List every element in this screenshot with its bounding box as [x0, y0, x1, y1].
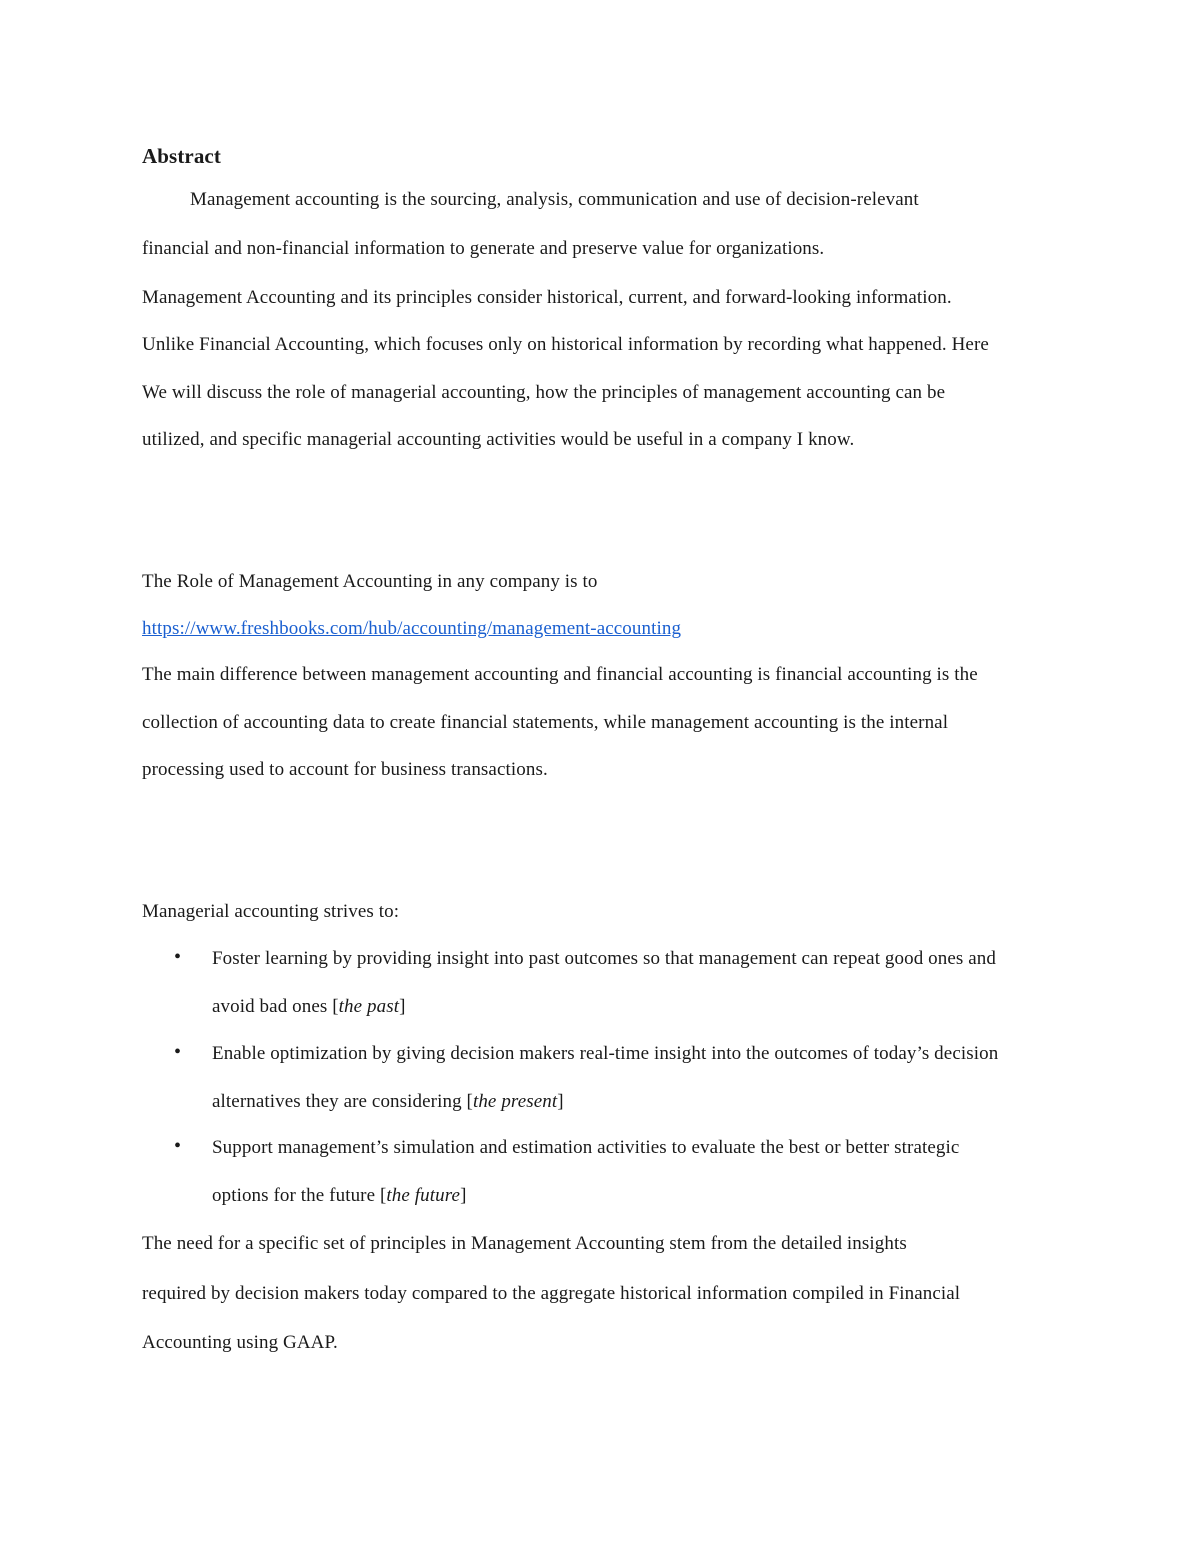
abstract-line-5: We will discuss the role of managerial accounting, how the principles of management accounting can be: [142, 382, 946, 403]
bullet-icon: •: [174, 1041, 182, 1063]
bullet-2-close: ]: [557, 1091, 564, 1112]
bullet-2-line-2: [212, 1090, 564, 1114]
role-line-3: processing used to account for business transactions.: [142, 759, 548, 780]
strives-intro: Managerial accounting strives to:: [142, 901, 400, 922]
bullet-1-emphasis: the past: [338, 996, 400, 1017]
bullet-3-text: options for the future [: [212, 1185, 387, 1206]
bullet-2-text: alternatives they are considering [: [212, 1091, 473, 1112]
abstract-line-6: utilized, and specific managerial accounting activities would be useful in a company I know.: [142, 429, 855, 450]
bullet-1-text: avoid bad ones [: [212, 996, 339, 1017]
bullet-icon: •: [174, 1135, 182, 1157]
bullet-2-line-1: Enable optimization by giving decision makers real-time insight into the outcomes of today’s decision: [212, 1043, 999, 1064]
bullet-1-line-2: [212, 995, 406, 1019]
bullet-3-emphasis: the future: [386, 1185, 461, 1206]
bullet-1-line-1: Foster learning by providing insight into past outcomes so that management can repeat good ones and: [212, 948, 996, 969]
role-intro: The Role of Management Accounting in any company is to: [142, 571, 598, 592]
bullet-3-line-2: [212, 1184, 467, 1208]
conclusion-line-1: The need for a specific set of principles in Management Accounting stem from the detailed insights: [142, 1233, 907, 1254]
bullet-2-emphasis: the present: [472, 1091, 558, 1112]
abstract-heading: Abstract: [142, 144, 221, 168]
bullet-3-line-1: Support management’s simulation and estimation activities to evaluate the best or better strategic: [212, 1137, 960, 1158]
abstract-line-4: Unlike Financial Accounting, which focuses only on historical information by recording what happened. Here: [142, 334, 989, 355]
abstract-line-1: Management accounting is the sourcing, analysis, communication and use of decision-relevant: [190, 189, 919, 210]
abstract-line-2: financial and non-financial information to generate and preserve value for organizations.: [142, 238, 825, 259]
bullet-icon: •: [174, 946, 182, 968]
abstract-line-3: Management Accounting and its principles consider historical, current, and forward-looking information.: [142, 287, 952, 308]
role-line-2: collection of accounting data to create financial statements, while management accounting is the internal: [142, 712, 949, 733]
freshbooks-link[interactable]: https://www.freshbooks.com/hub/accounting/management-accounting: [142, 618, 682, 639]
conclusion-line-3: Accounting using GAAP.: [142, 1332, 338, 1353]
bullet-3-close: ]: [460, 1185, 467, 1206]
conclusion-line-2: required by decision makers today compared to the aggregate historical information compiled in Financial: [142, 1283, 961, 1304]
role-line-1: The main difference between management accounting and financial accounting is financial accounting is the: [142, 664, 978, 685]
bullet-1-close: ]: [399, 996, 406, 1017]
